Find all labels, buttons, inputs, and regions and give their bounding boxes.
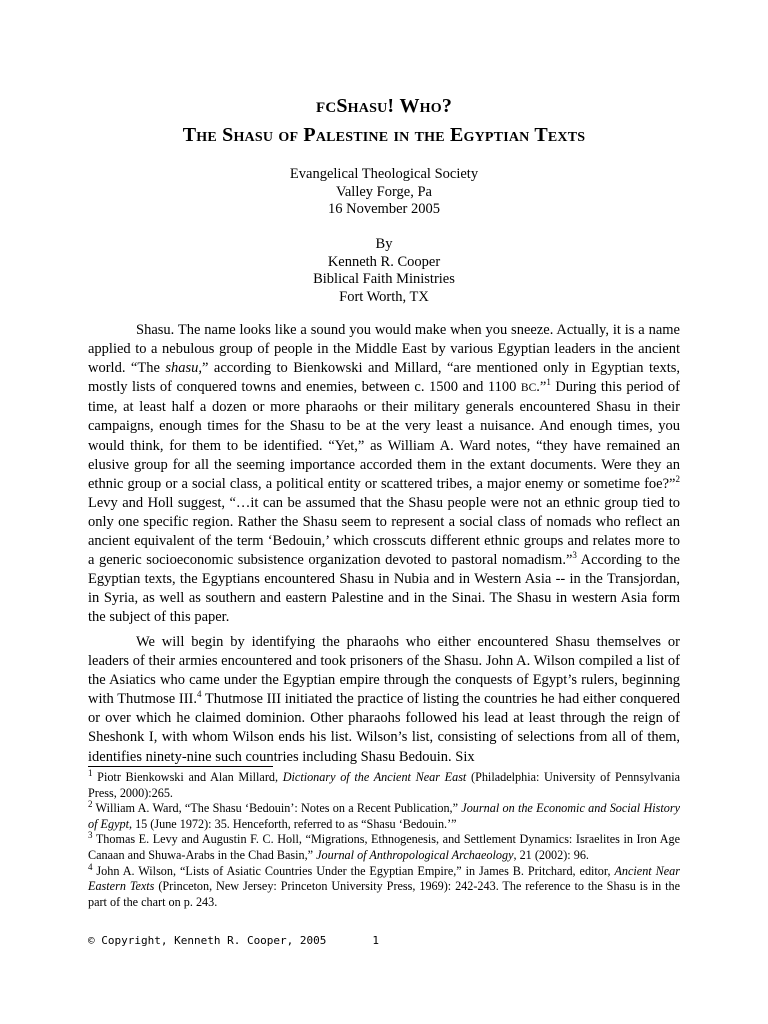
footnote-text: , 15 (June 1972): 35. Henceforth, referred to as “Shasu ‘Bedouin.’” <box>128 816 457 831</box>
text-run: We will begin by identifying the pharaohs who either encountered Shasu themselves or leaders of their armies encountered and took prisoners of the Shasu. John A. Wilson compiled a list of the Asiatics who came under the Egyptian empire through the conquests of Egypt’s rulers, beginning with Thutmose III. <box>88 634 680 708</box>
text-run: Levy and Holl suggest, “…it can be assumed that the Shasu people were not an ethnic group tied to only one specific region. Rather the Shasu seem to represent a social class of nomads who reflect an ancient equivalent of the term ‘Bedouin,’ which crosscuts different ethnic groups and relates more to a generic socioeconomic subsistence organization devoted to pastoral nomadism.” <box>88 494 680 569</box>
text-run: According to the Egyptian texts, the Egyptians encountered Shasu in Nubia and in Western Asia -- in the Transjordan, in Syria, as well as southern and eastern Palestine and in the Sinai. The Shasu in western Asia form the subject of this paper. <box>88 552 680 626</box>
byline-by: By <box>375 236 393 252</box>
title-word: in <box>393 124 415 146</box>
footnote-number: 4 <box>88 861 93 872</box>
title-prefix: FC <box>315 100 337 116</box>
text-run: ” according to Bienkowski and Millard, “are mentioned only in Egyptian texts, mostly lists of conquered towns and enemies, between c. 1500 and 1100 <box>88 360 680 396</box>
body-paragraph-1 <box>88 321 680 628</box>
title-word: Palestine <box>303 124 394 146</box>
footnote-number: 3 <box>88 830 93 841</box>
text-run: During this period of time, at least half a dozen or more pharaohs or their military generals encountered Shasu in their campaigns, enough times for the Shasu to be at the very least a nuisance. And enough times, you would think, for them to be identified. “Yet,” as William A. Ward notes, “they have remained an elusive group for all the seeming importance accorded them in the extant documents. Were they an ethnic group or a social class, a political entity or scattered tribes, a major enemy or sometime foe?” <box>88 379 680 492</box>
venue-society: Evangelical Theological Society <box>289 166 479 182</box>
footnote-title: Ancient Near Eastern Texts <box>88 863 680 894</box>
page-number: 1 <box>372 934 380 947</box>
footnote-title: Journal of Anthropological Archaeology <box>316 847 514 862</box>
title-bang: ! <box>387 95 400 117</box>
body-paragraph-2 <box>88 633 680 767</box>
footnote-ref-2[interactable]: 2 <box>675 473 680 484</box>
title-line-1 <box>0 95 768 118</box>
title-shasu: Shasu <box>336 95 388 117</box>
footnote-ref-4[interactable]: 4 <box>197 689 202 700</box>
footnote-text: (Philadelphia: University of Pennsylvania Press, 2000):265. <box>88 770 681 800</box>
copyright-notice: © Copyright, Kenneth R. Cooper, 2005 <box>88 934 327 947</box>
byline-org: Biblical Faith Ministries <box>313 271 455 287</box>
title-word: Shasu <box>222 124 279 146</box>
footnote-2 <box>88 801 680 832</box>
text-run: .” <box>536 379 547 396</box>
footnote-3 <box>88 832 680 863</box>
footnote-4 <box>88 861 680 911</box>
footnote-title: Journal on the Economic and Social History of Egypt <box>88 801 681 831</box>
venue-date: 16 November 2005 <box>328 201 440 217</box>
footnote-text: William A. Ward, “The Shasu ‘Bedouin’: Notes on a Recent Publication,” <box>92 801 462 816</box>
venue-place: Valley Forge, Pa <box>336 183 432 200</box>
title-line-2 <box>0 124 768 147</box>
footnote-text: Piotr Bienkowski and Alan Millard, <box>92 770 283 784</box>
title-word: of <box>278 124 304 146</box>
footnote-number: 1 <box>88 767 93 778</box>
footnote-ref-3[interactable]: 3 <box>572 550 577 561</box>
byline-city: Fort Worth, TX <box>339 288 429 305</box>
title-word: Texts <box>534 124 586 146</box>
venue-block <box>0 166 768 219</box>
footnote-text: (Princeton, New Jersey: Princeton University Press, 1969): 242-243. The reference to the Shasu is in the part of the chart on p. 243. <box>88 879 680 909</box>
title-word: The <box>182 124 223 146</box>
text-run: Thutmose III initiated the practice of listing the countries he had either conquered or over which he claimed dominion. Other pharaohs followed his lead at least through the reign of Sheshonk I, with whom Wilson ends his list. Wilson’s list, consisting of selections from all of them, identifies ninety-nine such countries including Shasu Bedouin. Six <box>88 691 680 765</box>
footnote-text: John A. Wilson, “Lists of Asiatic Countries Under the Egyptian Empire,” in James B. Pritchard, editor, <box>92 863 615 878</box>
footnote-ref-1[interactable]: 1 <box>546 377 551 388</box>
footnote-number: 2 <box>88 799 93 810</box>
footnote-text: Thomas E. Levy and Augustin F. C. Holl, “Migrations, Ethnogenesis, and Settlement Dynamics: Israelites in Iron Age Canaan and Shuwa-Arabs in the Chad Basin,” <box>88 832 680 862</box>
page-footer <box>88 934 379 947</box>
footnote-text: , 21 (2002): 96. <box>513 847 589 862</box>
text-run-smallcaps: BC <box>520 382 537 395</box>
title-who: Who? <box>399 95 453 117</box>
byline-block <box>0 236 768 306</box>
title-word: Egyptian <box>449 124 535 146</box>
text-run: Shasu. The name looks like a sound you would make when you sneeze. Actually, it is a name applied to a nebulous group of people in the Middle East by various Egyptian leaders in the ancient world. “The <box>88 322 680 377</box>
footnote-title: Dictionary of the Ancient Near East <box>282 770 467 784</box>
byline-author: Kenneth R. Cooper <box>327 253 441 270</box>
title-word: the <box>414 124 450 146</box>
text-run-italic: shasu, <box>165 360 203 377</box>
footnotes-section <box>88 767 681 910</box>
footnote-1 <box>88 767 681 801</box>
footnote-divider <box>88 766 273 767</box>
